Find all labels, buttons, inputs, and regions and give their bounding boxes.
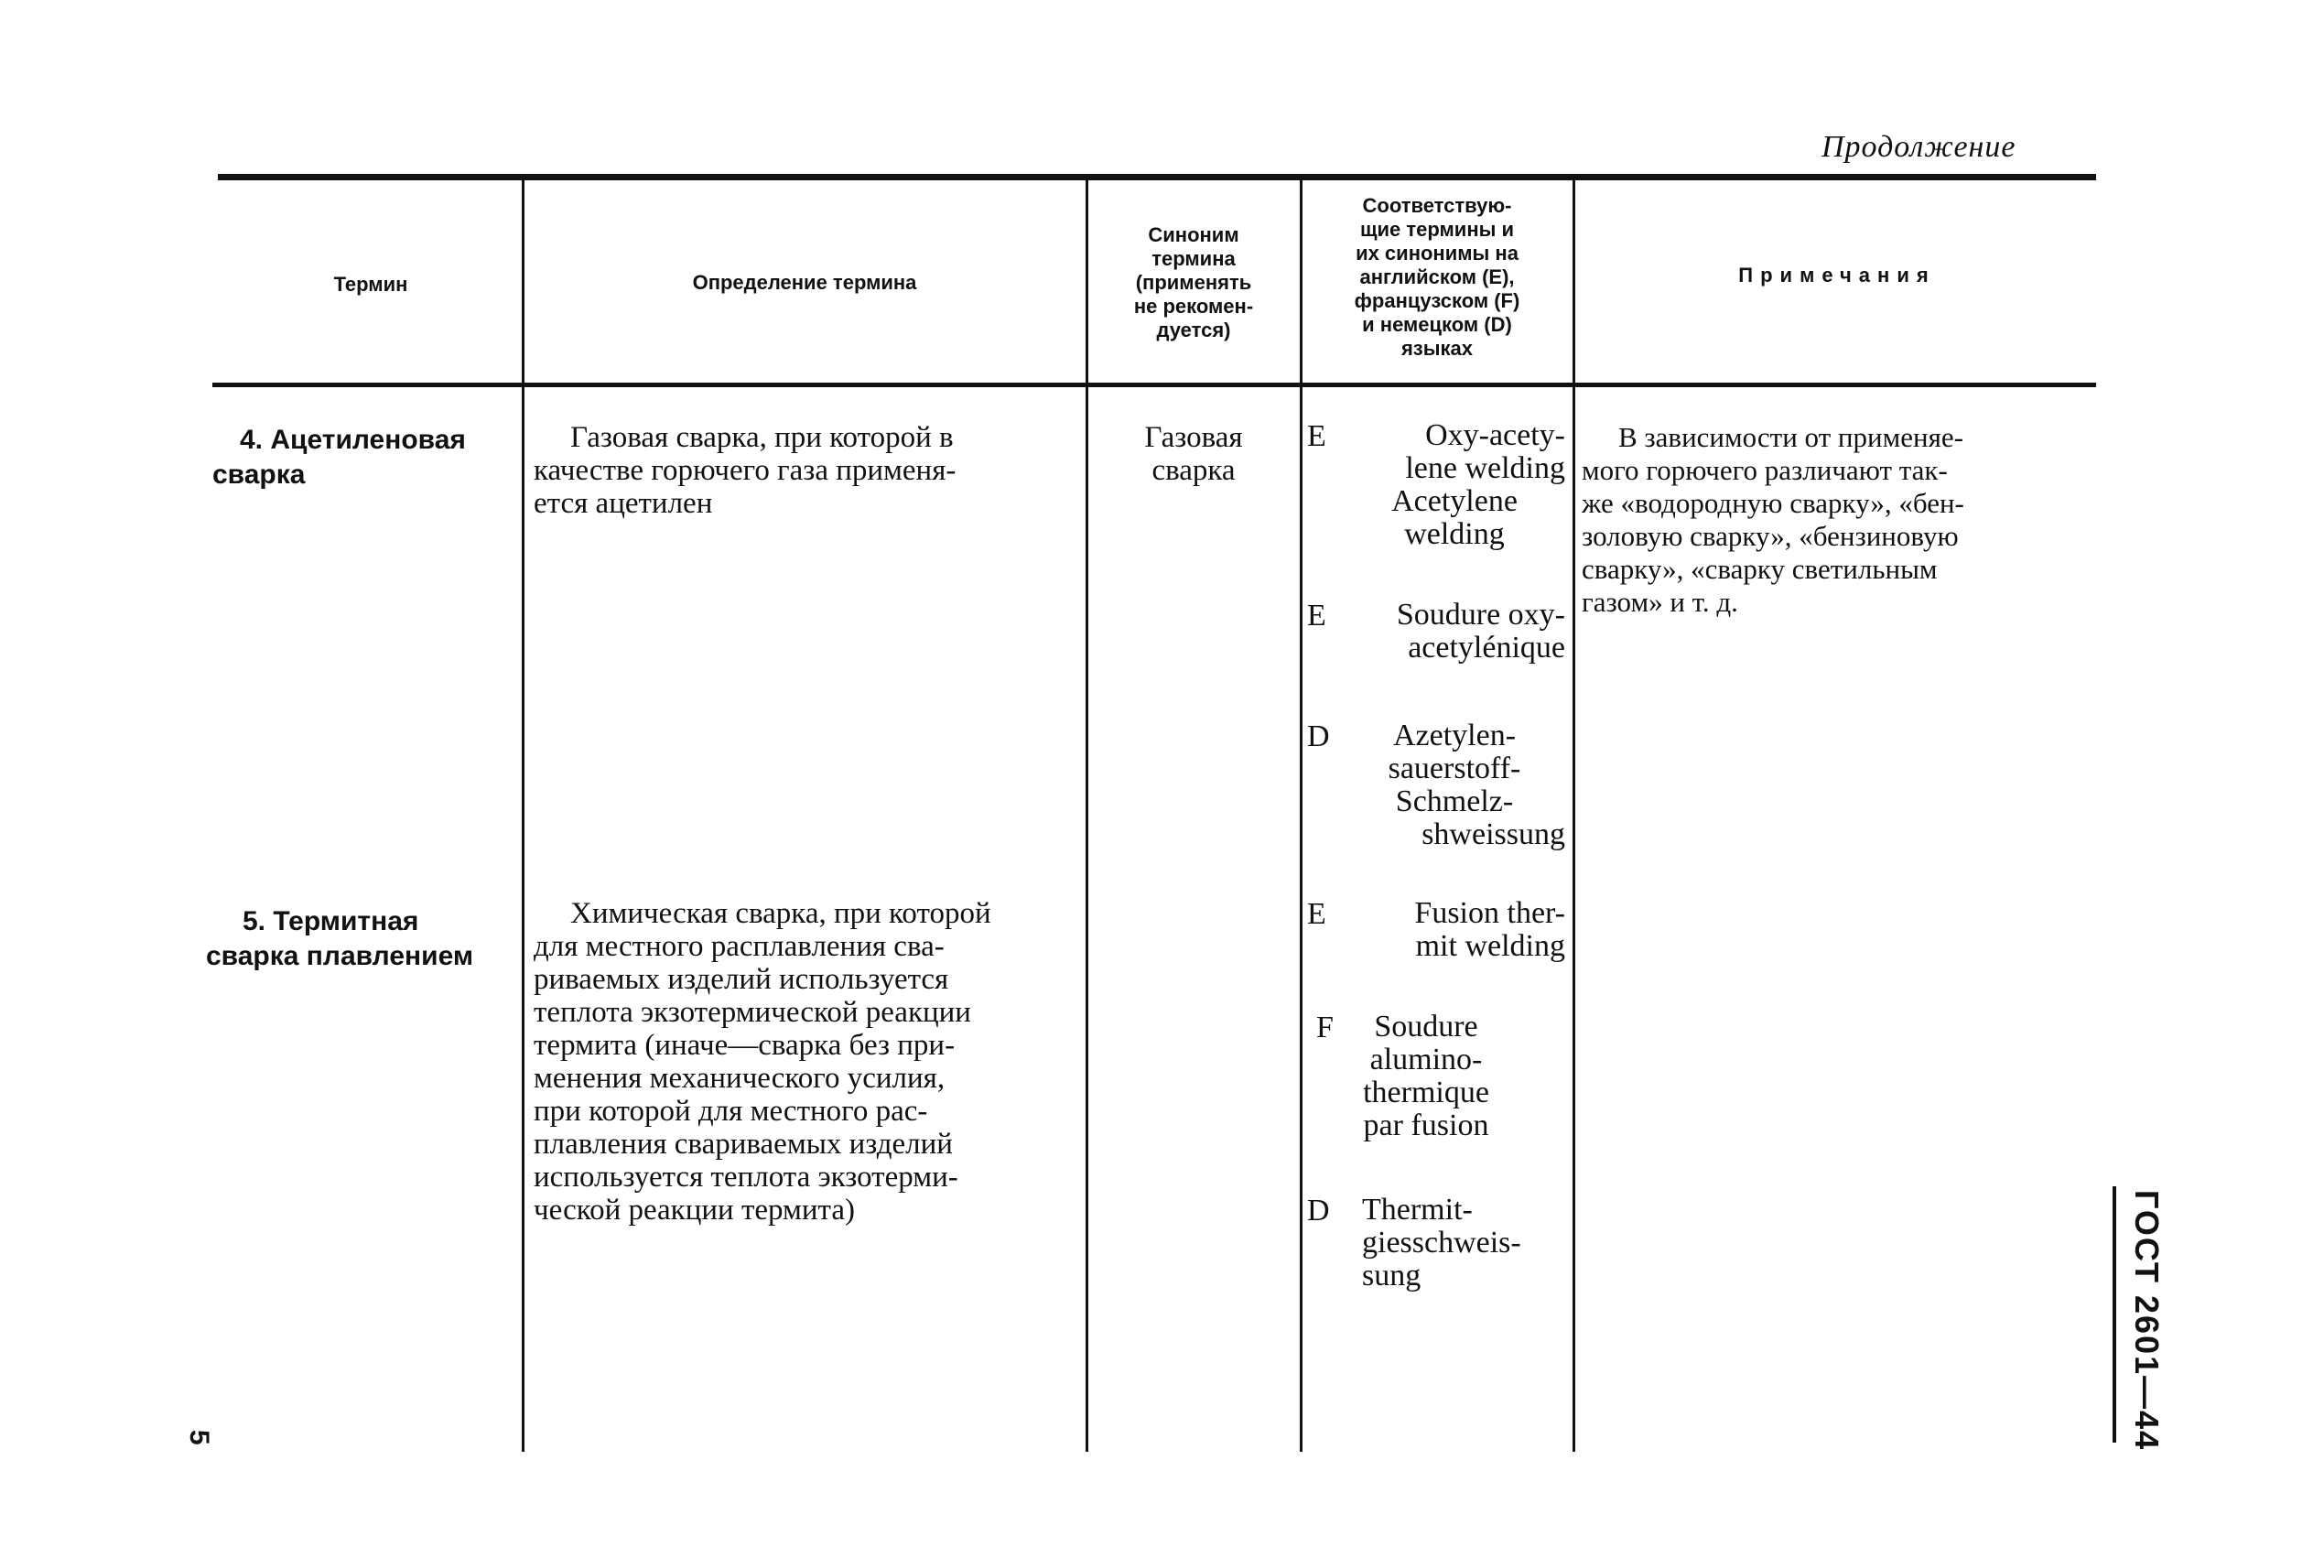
- synonym-acetylene-welding: Газовая сварка: [1144, 421, 1243, 487]
- table-top-rule: [218, 174, 2096, 180]
- continuation-label: Продолжение: [1821, 130, 2016, 164]
- lang-code: D: [1307, 1194, 1330, 1227]
- definition-thermite-fusion-welding: Химическая сварка, при которой для местного расплавления сва- риваемых изделий используется теплота экзотермической реакции термита (иначе—сварка без при- менения механического усилия, при которой для местного рас- плавления свариваемых изделий используется теплота экзотерми- ческой реакции термита): [534, 897, 991, 1227]
- lang-code: E: [1307, 419, 1326, 453]
- column-divider-3: [1300, 179, 1303, 1452]
- term-acetylene-welding: 4. Ацетиленовая сварка: [212, 425, 466, 490]
- column-divider-2: [1086, 179, 1088, 1452]
- lang-code: F: [1316, 1011, 1334, 1044]
- header-bottom-rule: [212, 383, 2096, 387]
- notes-acetylene-welding: В зависимости от применяе- мого горючего различают так- же «водородную сварку», «бен- золовую сварку», «бензиновую сварку», «сварку светильным газом» и т. д.: [1582, 421, 1964, 618]
- header-definition: Определение термина: [692, 271, 917, 294]
- header-foreign-terms: Соответствую- щие термины и их синонимы на английском (E), французском (F) и немецком (D) языках: [1354, 194, 1520, 360]
- header-notes: Примечания: [1738, 264, 1936, 287]
- lang-code: D: [1307, 719, 1330, 753]
- lang-code: E: [1307, 897, 1326, 931]
- header-term: Термин: [333, 273, 408, 296]
- column-divider-4: [1573, 179, 1575, 1452]
- side-label-rule: [2113, 1186, 2116, 1443]
- lang-code: E: [1307, 599, 1326, 633]
- column-divider-1: [522, 179, 524, 1452]
- page-number: 5: [184, 1430, 214, 1445]
- header-synonym: Синоним термина (применять не рекомен- дуется): [1133, 223, 1254, 341]
- term-thermite-fusion-welding: 5. Термитная сварка плавлением: [206, 906, 474, 971]
- standard-label: ГОСТ 2601—44: [2128, 1190, 2166, 1452]
- definition-acetylene-welding: Газовая сварка, при которой в качестве горючего газа применя- ется ацетилен: [534, 421, 957, 520]
